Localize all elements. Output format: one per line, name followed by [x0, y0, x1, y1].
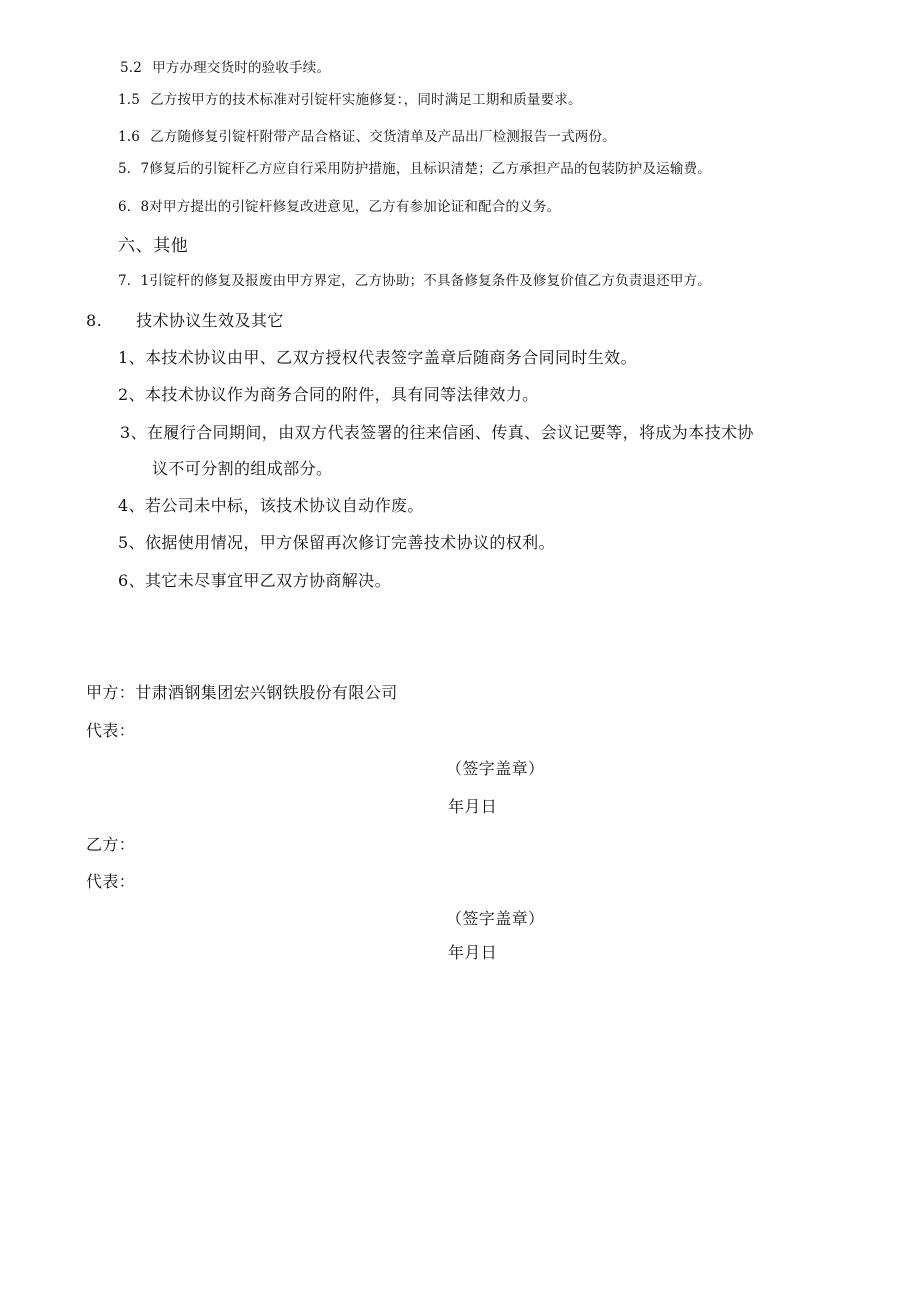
clause-number: 5．7	[118, 161, 150, 177]
section-eight-item-1: 1、本技术协议由甲、乙双方授权代表签字盖章后随商务合同同时生效。	[118, 348, 637, 367]
clause-7-1	[118, 273, 711, 289]
clause-text: 甲方办理交货时的验收手续。	[152, 60, 331, 76]
clause-1-5	[118, 92, 582, 108]
clause-number: 6．8	[118, 199, 150, 215]
section-number: 8.	[86, 311, 103, 330]
party-a-name: 甲方：甘肃酒钢集团宏兴钢铁股份有限公司	[86, 683, 398, 702]
party-b-representative: 代表：	[86, 872, 136, 891]
party-a-seal: （签字盖章）	[446, 759, 545, 778]
clause-text: 对甲方提出的引锭杆修复改进意见，乙方有参加论证和配合的义务。	[149, 199, 561, 215]
section-six-heading: 六、其他	[118, 236, 189, 256]
party-a-date: 年月日	[448, 797, 498, 816]
clause-number: 5.2	[120, 60, 143, 76]
clause-5-2	[120, 60, 330, 76]
clause-5-7	[118, 161, 711, 177]
section-eight-item-2: 2、本技术协议作为商务合同的附件，具有同等法律效力。	[118, 385, 539, 404]
clause-text: 乙方随修复引锭杆附带产品合格证、交货清单及产品出厂检测报告一式两份。	[150, 129, 616, 145]
section-eight-item-4: 4、若公司未中标，该技术协议自动作废。	[118, 496, 424, 515]
clause-text: 修复后的引锭杆乙方应自行采用防护措施，且标识清楚；乙方承担产品的包装防护及运输费。	[149, 161, 711, 177]
clause-number: 1.5	[118, 92, 141, 108]
clause-number: 1.6	[118, 129, 141, 145]
section-eight-item-3: 3、在履行合同期间，由双方代表签署的往来信函、传真、会议记要等，将成为本技术协	[120, 423, 754, 442]
clause-text: 引锭杆的修复及报废由甲方界定，乙方协助；不具备修复条件及修复价值乙方负责退还甲方。	[149, 273, 711, 289]
section-eight-heading	[86, 311, 284, 330]
clause-1-6	[118, 129, 616, 145]
party-a-representative: 代表：	[86, 721, 136, 740]
party-b-name: 乙方：	[86, 835, 136, 854]
section-eight-item-3-cont: 议不可分割的组成部分。	[152, 459, 333, 478]
section-eight-item-6: 6、其它未尽事宜甲乙双方协商解决。	[118, 571, 391, 590]
party-b-seal: （签字盖章）	[446, 909, 545, 928]
section-title: 技术协议生效及其它	[136, 311, 284, 330]
clause-text: 乙方按甲方的技术标准对引锭杆实施修复：，同时满足工期和质量要求。	[150, 92, 582, 108]
clause-6-8	[118, 199, 560, 215]
party-b-date: 年月日	[448, 943, 498, 962]
clause-number: 7．1	[118, 273, 150, 289]
section-eight-item-5: 5、依据使用情况，甲方保留再次修订完善技术协议的权利。	[118, 533, 555, 552]
